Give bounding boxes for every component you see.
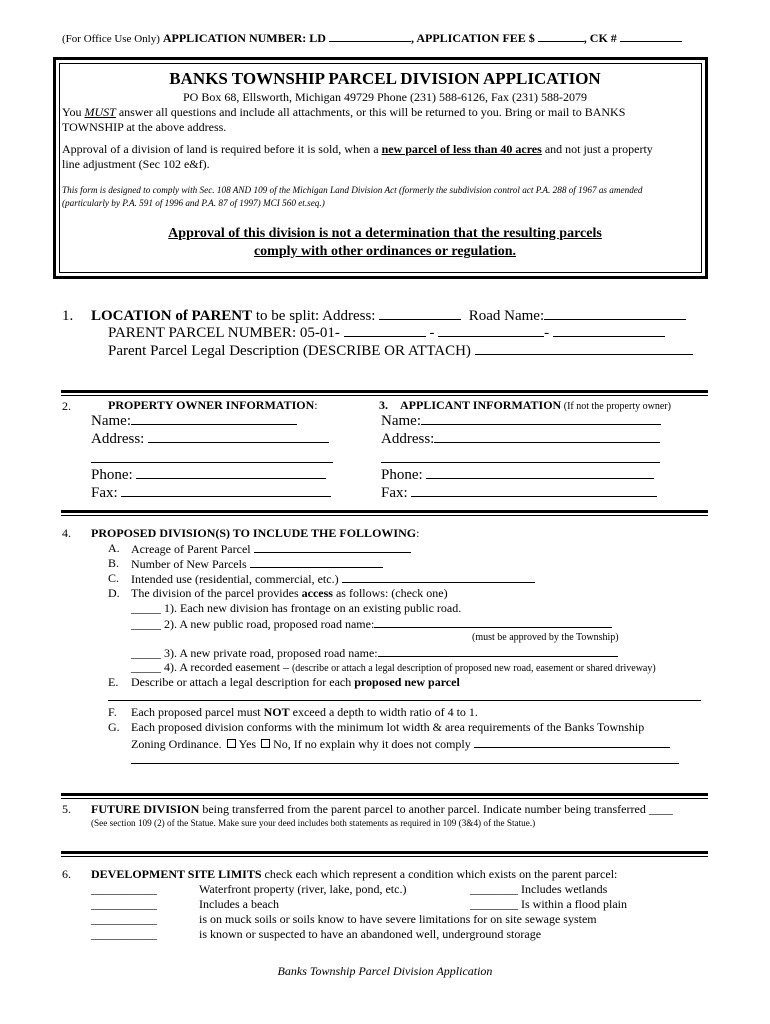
site-limit-4-blank[interactable]: ___________ bbox=[91, 927, 157, 941]
owner-name-row bbox=[91, 413, 297, 430]
depth-ratio-bold: NOT bbox=[263, 705, 290, 719]
parcel-number-field-3[interactable] bbox=[553, 325, 665, 337]
acreage-label: Acreage of Parent Parcel bbox=[131, 542, 251, 556]
item-f-row bbox=[131, 705, 478, 720]
applicant-heading-note: (If not the property owner) bbox=[561, 401, 671, 412]
applicant-phone-label: Phone: bbox=[381, 467, 423, 483]
owner-name-label: Name: bbox=[91, 413, 131, 429]
owner-phone-row bbox=[91, 467, 326, 484]
must-answer-line2: TOWNSHIP at the above address. bbox=[62, 120, 227, 134]
easement-note: (describe or attach a legal description of proposed new road, easement or shared driveway) bbox=[291, 663, 656, 674]
access-option-2-text: 2). A new public road, proposed road name: bbox=[161, 617, 375, 631]
property-owner-colon: : bbox=[314, 398, 318, 412]
item-e-row bbox=[131, 675, 460, 690]
applicant-name-label: Name: bbox=[381, 413, 421, 429]
access-option-4-text: 4). A recorded easement – bbox=[161, 660, 292, 674]
proposed-divisions-heading: PROPOSED DIVISION(S) TO INCLUDE THE FOLLOWING bbox=[91, 526, 417, 540]
legal-desc-pre: Describe or attach a legal description for each bbox=[131, 675, 355, 689]
access-bold: access bbox=[301, 586, 333, 600]
township-contact: PO Box 68, Ellsworth, Michigan 49729 Phone (231) 588-6126, Fax (231) 588-2079 bbox=[183, 90, 587, 104]
owner-address-field[interactable] bbox=[148, 431, 329, 443]
public-road-name-field[interactable] bbox=[374, 616, 612, 628]
item-c-letter: C. bbox=[108, 571, 120, 585]
future-division-label: FUTURE DIVISION bbox=[91, 802, 200, 816]
application-number-field[interactable] bbox=[329, 30, 411, 42]
approval-line2: line adjustment (Sec 102 e&f). bbox=[62, 157, 210, 171]
applicant-fax-field[interactable] bbox=[411, 485, 657, 497]
intended-use-label: Intended use (residential, commercial, etc.) bbox=[131, 572, 339, 586]
site-limit-abandoned-well: is known or suspected to have an abandoned well, underground storage bbox=[199, 927, 542, 941]
section3-number: 3. bbox=[379, 398, 388, 412]
section3-heading-row bbox=[379, 398, 671, 413]
approval-disclaimer-line1: Approval of this division is not a determination that the resulting parcels bbox=[168, 226, 602, 241]
office-use-header bbox=[62, 30, 682, 46]
wetlands-label: Includes wetlands bbox=[518, 882, 608, 896]
parcel-dash-1: - bbox=[429, 325, 435, 341]
site-limits-text: check each which represent a condition which exists on the parent parcel: bbox=[261, 867, 618, 881]
acreage-field[interactable] bbox=[254, 541, 411, 553]
application-number-label: APPLICATION NUMBER: LD bbox=[162, 31, 326, 45]
parcel-number-field-2[interactable] bbox=[438, 325, 544, 337]
flood-plain-blank[interactable]: ________ bbox=[470, 897, 518, 911]
footer-title: Banks Township Parcel Division Application bbox=[277, 964, 493, 978]
location-of-parent-label: LOCATION of PARENT bbox=[91, 308, 253, 324]
owner-phone-field[interactable] bbox=[136, 467, 326, 479]
section1-number: 1. bbox=[62, 308, 74, 324]
applicant-phone-field[interactable] bbox=[426, 467, 654, 479]
zoning-ordinance-label: Zoning Ordinance. bbox=[131, 737, 222, 751]
applicant-name-field[interactable] bbox=[421, 413, 661, 425]
applicant-heading-text: APPLICANT INFORMATION bbox=[400, 398, 562, 412]
owner-address-field-line2[interactable] bbox=[91, 462, 333, 463]
road-name-label: Road Name: bbox=[468, 308, 545, 324]
access-option-2 bbox=[131, 616, 612, 632]
item-b-row bbox=[131, 556, 383, 572]
item-a-row bbox=[131, 541, 411, 557]
section1-location-row bbox=[91, 308, 686, 325]
section5-number: 5. bbox=[62, 802, 71, 816]
flood-plain-label: Is within a flood plain bbox=[518, 897, 627, 911]
applicant-fax-row bbox=[381, 485, 657, 502]
intended-use-field[interactable] bbox=[342, 571, 535, 583]
owner-name-field[interactable] bbox=[131, 413, 297, 425]
item-c-row bbox=[131, 571, 535, 587]
access-post: as follows: (check one) bbox=[332, 586, 448, 600]
site-limit-1-blank[interactable]: ___________ bbox=[91, 882, 157, 896]
land-division-act-note: This form is designed to comply with Sec. 108 AND 109 of the Michigan Land Division Act (formerly the subdivision control act P.A. 288 of 1967 as amended bbox=[62, 185, 643, 195]
parent-address-field[interactable] bbox=[379, 308, 461, 320]
site-limit-3-blank[interactable]: ___________ bbox=[91, 912, 157, 926]
item-g-row: Each proposed division conforms with the minimum lot width & area requirements of the Banks Township bbox=[131, 720, 645, 734]
owner-address-row bbox=[91, 431, 329, 448]
applicant-address-field[interactable] bbox=[434, 431, 660, 443]
land-division-act-note-line2: (particularly by P.A. 591 of 1996 and P.A. 87 of 1997) MCI 560 et.seq.) bbox=[62, 198, 325, 208]
owner-fax-row bbox=[91, 485, 331, 502]
depth-ratio-pre: Each proposed parcel must bbox=[131, 705, 264, 719]
check-number-label: , CK # bbox=[583, 31, 617, 45]
access-option-4-blank[interactable]: _____ bbox=[131, 660, 161, 674]
township-approval-note: (must be approved by the Township) bbox=[472, 632, 619, 643]
must-post: answer all questions and include all attachments, or this will be returned to you. Bring or mail to BANKS bbox=[115, 105, 626, 119]
applicant-phone-row bbox=[381, 467, 654, 484]
legal-desc-bold: proposed new parcel bbox=[354, 675, 460, 689]
access-pre: The division of the parcel provides bbox=[131, 586, 302, 600]
future-division-text: being transferred from the parent parcel to another parcel. Indicate number being transferred ____ bbox=[199, 802, 673, 816]
must-answer-notice bbox=[62, 105, 625, 120]
property-owner-heading bbox=[108, 398, 318, 413]
zoning-ordinance-row bbox=[131, 736, 670, 752]
parent-address-label: to be split: Address: bbox=[252, 308, 376, 324]
application-fee-field[interactable] bbox=[538, 30, 584, 42]
section4-heading bbox=[91, 526, 419, 541]
item-a-letter: A. bbox=[108, 541, 120, 555]
site-limit-flood-plain bbox=[470, 897, 627, 912]
approval-disclaimer-line2: comply with other ordinances or regulation. bbox=[253, 244, 517, 259]
office-use-label: (For Office Use Only) bbox=[62, 33, 160, 45]
section4-number: 4. bbox=[62, 526, 71, 540]
parcel-dash-2: - bbox=[544, 325, 550, 341]
item-d-letter: D. bbox=[108, 586, 120, 600]
depth-ratio-post: exceed a depth to width ratio of 4 to 1. bbox=[289, 705, 478, 719]
future-division-row bbox=[91, 802, 673, 817]
access-option-3-text: 3). A new private road, proposed road name: bbox=[161, 646, 378, 660]
zoning-explanation-field[interactable] bbox=[474, 736, 670, 748]
access-option-3-blank[interactable]: _____ bbox=[131, 646, 161, 660]
item-g-letter: G. bbox=[108, 720, 120, 734]
property-owner-heading-text: PROPERTY OWNER INFORMATION bbox=[108, 398, 315, 412]
zoning-explanation-line2[interactable] bbox=[131, 763, 679, 764]
owner-phone-label: Phone: bbox=[91, 467, 133, 483]
item-d-row bbox=[131, 586, 448, 601]
legal-description-field[interactable] bbox=[475, 343, 693, 355]
access-option-2-blank[interactable]: _____ bbox=[131, 617, 161, 631]
section6-number: 6. bbox=[62, 867, 71, 881]
owner-fax-field[interactable] bbox=[121, 485, 331, 497]
parent-parcel-number-row bbox=[108, 325, 665, 342]
application-fee-label: , APPLICATION FEE $ bbox=[410, 31, 535, 45]
site-limit-wetlands bbox=[470, 882, 607, 897]
yes-label: Yes bbox=[238, 737, 257, 751]
parent-parcel-number-label: PARENT PARCEL NUMBER: 05-01- bbox=[108, 325, 340, 341]
owner-address-label: Address: bbox=[91, 431, 145, 447]
access-option-1-blank[interactable]: _____ bbox=[131, 601, 161, 615]
approval-post: and not just a property bbox=[541, 142, 653, 156]
approval-pre: Approval of a division of land is required before it is sold, when a bbox=[62, 142, 382, 156]
applicant-address-row bbox=[381, 431, 660, 448]
applicant-fax-label: Fax: bbox=[381, 485, 408, 501]
form-title: BANKS TOWNSHIP PARCEL DIVISION APPLICATION bbox=[169, 69, 601, 88]
site-limits-heading bbox=[91, 867, 617, 882]
new-parcels-field[interactable] bbox=[250, 556, 383, 568]
site-limit-2-blank[interactable]: ___________ bbox=[91, 897, 157, 911]
item-e-letter: E. bbox=[108, 675, 119, 689]
no-checkbox[interactable] bbox=[261, 739, 270, 748]
owner-fax-label: Fax: bbox=[91, 485, 118, 501]
applicant-address-field-line2[interactable] bbox=[381, 462, 660, 463]
site-limit-muck-soils: is on muck soils or soils know to have severe limitations for on site sewage system bbox=[199, 912, 597, 926]
applicant-address-label: Address: bbox=[381, 431, 435, 447]
legal-description-line[interactable] bbox=[108, 700, 701, 701]
must-pre: You bbox=[62, 105, 85, 119]
access-option-4 bbox=[131, 660, 656, 675]
access-option-3 bbox=[131, 645, 618, 661]
future-division-note: (See section 109 (2) of the Statue. Make sure your deed includes both statements as required in 109 (3&4) of the Statue.) bbox=[91, 818, 536, 828]
access-option-1 bbox=[131, 601, 461, 616]
section2-number: 2. bbox=[62, 399, 71, 413]
yes-checkbox[interactable] bbox=[227, 739, 236, 748]
site-limit-waterfront: Waterfront property (river, lake, pond, etc.) bbox=[199, 882, 407, 896]
no-label: No, If no explain why it does not comply bbox=[273, 737, 471, 751]
section4-colon: : bbox=[416, 526, 420, 540]
access-option-1-text: 1). Each new division has frontage on an existing public road. bbox=[161, 601, 462, 615]
approval-notice bbox=[62, 142, 653, 157]
parcel-number-field-1[interactable] bbox=[344, 325, 426, 337]
site-limits-label: DEVELOPMENT SITE LIMITS bbox=[91, 867, 262, 881]
private-road-name-field[interactable] bbox=[378, 645, 618, 657]
item-b-letter: B. bbox=[108, 556, 120, 570]
item-f-letter: F. bbox=[108, 705, 117, 719]
approval-emphasis: new parcel of less than 40 acres bbox=[381, 142, 542, 156]
check-number-field[interactable] bbox=[620, 30, 682, 42]
legal-description-row bbox=[108, 343, 693, 360]
legal-description-label: Parent Parcel Legal Description (DESCRIBE OR ATTACH) bbox=[108, 343, 471, 359]
new-parcels-label: Number of New Parcels bbox=[131, 557, 247, 571]
must-word: MUST bbox=[84, 105, 116, 119]
applicant-name-row bbox=[381, 413, 661, 430]
wetlands-blank[interactable]: ________ bbox=[470, 882, 518, 896]
road-name-field[interactable] bbox=[544, 308, 686, 320]
site-limit-beach: Includes a beach bbox=[199, 897, 279, 911]
